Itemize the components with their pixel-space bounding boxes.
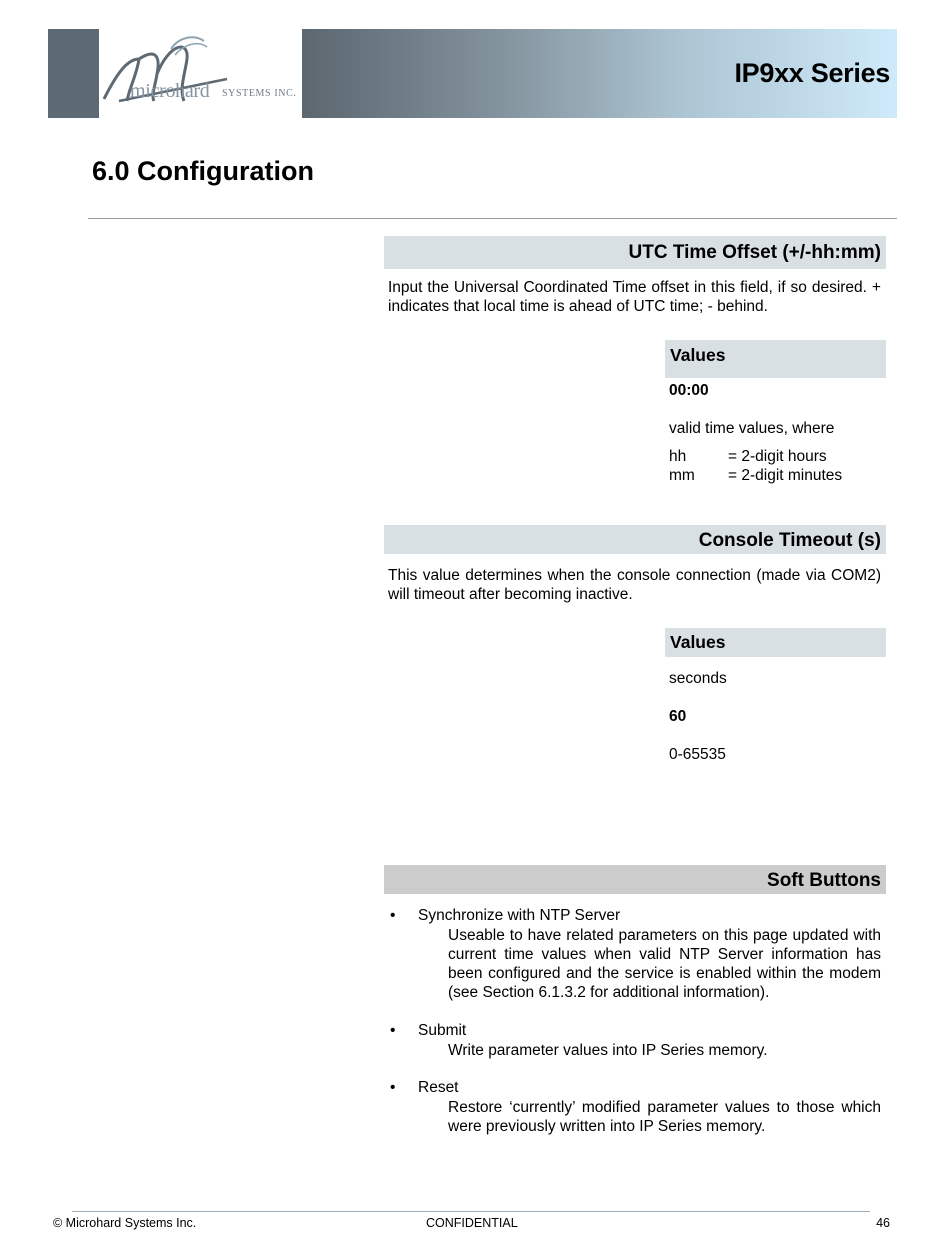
- title-divider: [88, 218, 897, 219]
- company-logo: [99, 29, 302, 118]
- utc-section-heading: UTC Time Offset (+/-hh:mm): [384, 236, 886, 269]
- console-range: 0-65535: [669, 746, 726, 763]
- utc-hh-value: = 2-digit hours: [728, 448, 827, 465]
- series-title: IP9xx Series: [734, 58, 890, 88]
- utc-default-value: 00:00: [669, 382, 709, 399]
- page-title: 6.0 Configuration: [92, 156, 314, 186]
- utc-values-note: valid time values, where: [669, 420, 835, 437]
- logo-subtext: SYSTEMS INC.: [222, 88, 297, 99]
- bullet-reset: •: [390, 1079, 396, 1096]
- console-section-heading: Console Timeout (s): [384, 525, 886, 554]
- bullet-ntp: •: [390, 907, 396, 924]
- footer-page-number: 46: [876, 1216, 890, 1230]
- utc-mm-value: = 2-digit minutes: [728, 467, 843, 484]
- utc-values-heading: Values: [665, 340, 886, 378]
- header-color-block: [48, 29, 99, 118]
- console-values-heading: Values: [665, 628, 886, 657]
- ntp-sync-description: Useable to have related parameters on this page updated with current time values when valid NTP Server information has been configured and the service is enabled within the modem (see Section 6.1.3.2 for additional information).: [448, 927, 881, 1001]
- footer-confidential: CONFIDENTIAL: [426, 1216, 518, 1230]
- utc-description: Input the Universal Coordinated Time offset in this field, if so desired. + indicates that local time is ahead of UTC time; - behind.: [388, 279, 881, 315]
- footer-copyright: © Microhard Systems Inc.: [53, 1216, 197, 1230]
- submit-button-label: Submit: [418, 1022, 467, 1039]
- console-unit: seconds: [669, 670, 727, 687]
- console-description: This value determines when the console connection (made via COM2) will timeout after becoming inactive.: [388, 567, 881, 603]
- reset-button-label: Reset: [418, 1079, 459, 1096]
- footer-divider: [72, 1211, 870, 1212]
- logo-m-swoosh-icon: [99, 29, 302, 118]
- submit-description: Write parameter values into IP Series memory.: [448, 1042, 768, 1059]
- soft-buttons-heading: Soft Buttons: [384, 865, 886, 894]
- console-default-value: 60: [669, 708, 687, 725]
- ntp-sync-button-label: Synchronize with NTP Server: [418, 907, 621, 924]
- bullet-submit: •: [390, 1022, 396, 1039]
- utc-mm-key: mm: [669, 467, 695, 484]
- reset-description: Restore ‘currently’ modified parameter values to those which were previously written into IP Series memory.: [448, 1099, 881, 1135]
- utc-hh-key: hh: [669, 448, 687, 465]
- logo-wordmark: microhard: [130, 80, 210, 102]
